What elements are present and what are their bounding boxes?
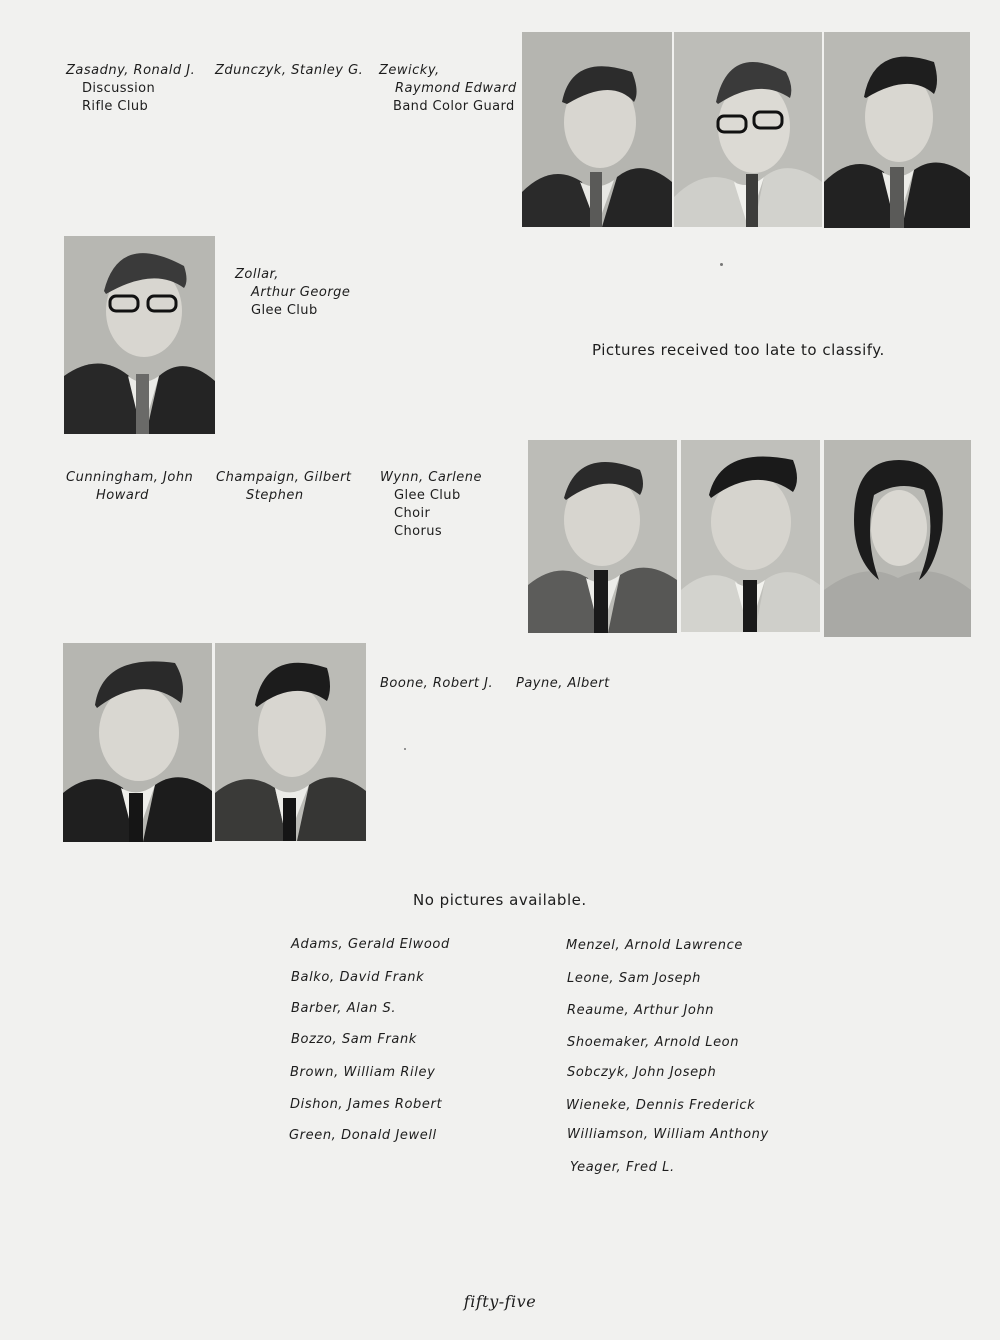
student-name: Zdunczyk, Stanley G. bbox=[215, 63, 364, 78]
student-name-continued: Stephen bbox=[246, 488, 304, 503]
student-name: Cunningham, John bbox=[66, 470, 194, 485]
student-name: Boone, Robert J. bbox=[380, 676, 494, 691]
list-item: Wieneke, Dennis Frederick bbox=[566, 1098, 756, 1113]
student-name-continued: Raymond Edward bbox=[395, 81, 517, 96]
no-pictures-heading: No pictures available. bbox=[413, 891, 587, 909]
student-name: Payne, Albert bbox=[516, 676, 610, 691]
list-item: Dishon, James Robert bbox=[290, 1097, 443, 1112]
list-item: Sobczyk, John Joseph bbox=[567, 1065, 717, 1080]
list-item: Menzel, Arnold Lawrence bbox=[566, 938, 743, 953]
list-item: Williamson, William Anthony bbox=[567, 1127, 769, 1142]
caption-zollar bbox=[235, 266, 350, 320]
paper-speck bbox=[720, 263, 723, 266]
student-activity: Choir bbox=[394, 506, 431, 521]
portrait-photo-cunningham bbox=[528, 440, 677, 633]
portrait-photo-zollar bbox=[64, 236, 215, 434]
caption-payne bbox=[516, 675, 610, 693]
caption-zewicky bbox=[379, 62, 517, 116]
page-number: fifty-five bbox=[463, 1292, 537, 1311]
portrait-photo-payne bbox=[215, 643, 366, 841]
caption-wynn bbox=[380, 469, 482, 541]
list-item: Brown, William Riley bbox=[290, 1065, 436, 1080]
portrait-photo-champaign bbox=[681, 440, 820, 632]
list-item: Reaume, Arthur John bbox=[567, 1003, 715, 1018]
student-activity: Glee Club bbox=[251, 303, 318, 318]
student-activity: Glee Club bbox=[394, 488, 461, 503]
caption-zdunczyk bbox=[215, 62, 363, 80]
list-item: Green, Donald Jewell bbox=[289, 1128, 437, 1143]
portrait-photo-zewicky bbox=[824, 32, 970, 228]
caption-boone bbox=[380, 675, 493, 693]
student-name: Champaign, Gilbert bbox=[216, 470, 352, 485]
student-name: Zollar, bbox=[235, 267, 279, 282]
list-item: Balko, David Frank bbox=[291, 970, 425, 985]
portrait-photo-zasadny bbox=[522, 32, 672, 227]
list-item: Bozzo, Sam Frank bbox=[291, 1032, 417, 1047]
student-name-continued: Howard bbox=[96, 488, 149, 503]
caption-champaign bbox=[216, 469, 352, 505]
list-item: Yeager, Fred L. bbox=[570, 1160, 675, 1175]
list-item: Shoemaker, Arnold Leon bbox=[567, 1035, 740, 1050]
student-name: Wynn, Carlene bbox=[380, 470, 483, 485]
student-name: Zasadny, Ronald J. bbox=[66, 63, 196, 78]
list-item: Leone, Sam Joseph bbox=[567, 971, 701, 986]
paper-speck bbox=[404, 748, 406, 750]
late-pictures-heading: Pictures received too late to classify. bbox=[592, 341, 885, 359]
portrait-photo-zdunczyk bbox=[674, 32, 822, 227]
student-name: Zewicky, bbox=[379, 63, 440, 78]
list-item: Adams, Gerald Elwood bbox=[291, 937, 450, 952]
student-activity: Band Color Guard bbox=[393, 99, 515, 114]
student-activity: Chorus bbox=[394, 524, 443, 539]
caption-cunningham bbox=[66, 469, 193, 505]
student-activity: Rifle Club bbox=[82, 99, 149, 114]
list-item: Barber, Alan S. bbox=[291, 1001, 397, 1016]
caption-zasadny bbox=[66, 62, 195, 116]
portrait-photo-wynn bbox=[824, 440, 971, 637]
student-name-continued: Arthur George bbox=[251, 285, 351, 300]
portrait-photo-boone bbox=[63, 643, 212, 842]
student-activity: Discussion bbox=[82, 81, 156, 96]
